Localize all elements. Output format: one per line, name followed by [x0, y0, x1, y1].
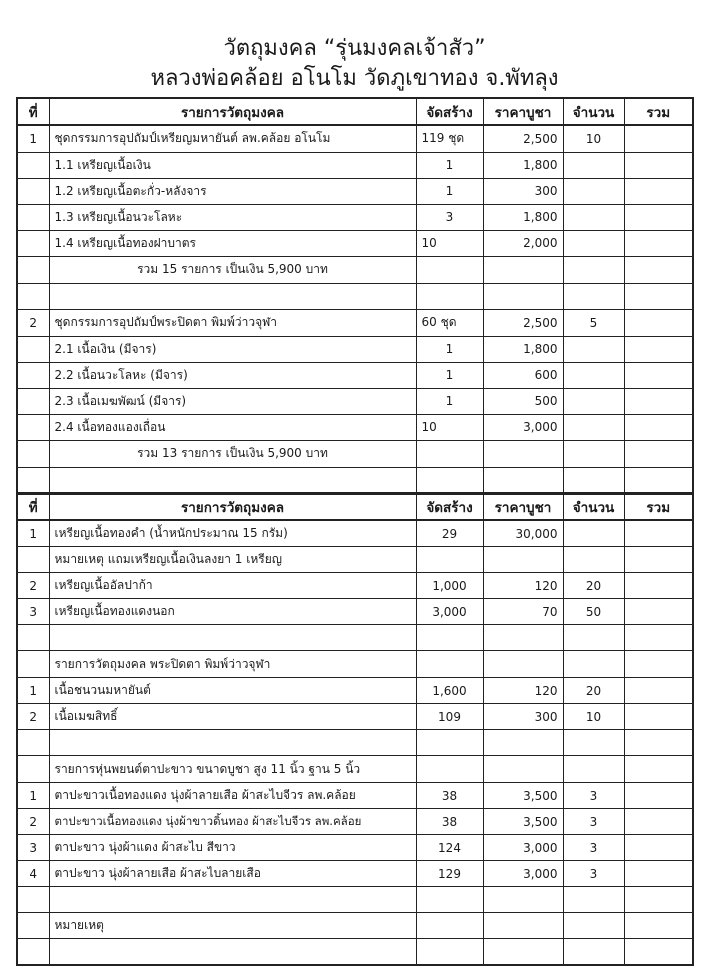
table-row: [17, 414, 693, 440]
row-total-cell[interactable]: [624, 256, 693, 283]
row-total-cell[interactable]: [624, 440, 693, 467]
row-item: เหรียญเนื้ออัลปาก้า: [49, 573, 416, 599]
row-price: [483, 913, 563, 939]
row-count-input[interactable]: 20: [563, 573, 624, 599]
blank-row: [17, 283, 693, 309]
row-price: [483, 283, 563, 309]
header-made: จัดสร้าง: [416, 98, 483, 125]
row-total-cell[interactable]: [624, 809, 693, 835]
row-count-input[interactable]: [563, 204, 624, 230]
row-made: [416, 547, 483, 573]
row-made: [416, 256, 483, 283]
row-made: [416, 887, 483, 913]
row-no: [17, 256, 49, 283]
row-no: [17, 336, 49, 362]
row-made: 60 ชุด: [416, 309, 483, 336]
row-made: 124: [416, 835, 483, 861]
table-header-row: [17, 98, 693, 125]
row-no: 1: [17, 783, 49, 809]
header-count: จำนวน: [563, 98, 624, 125]
row-made: 38: [416, 809, 483, 835]
row-price: [483, 939, 563, 966]
row-total-cell[interactable]: [624, 125, 693, 152]
row-item: เนื้อชนวนมหายันต์: [49, 678, 416, 704]
row-count-input[interactable]: [563, 388, 624, 414]
row-total-cell[interactable]: [624, 835, 693, 861]
row-total-cell[interactable]: [624, 573, 693, 599]
row-price: 70: [483, 599, 563, 625]
row-price: 300: [483, 178, 563, 204]
row-item: ชุดกรรมการอุปถัมป์เหรียญมหายันต์ ลพ.คล้อย อโนโม: [49, 125, 416, 152]
table-row: [17, 336, 693, 362]
row-price: 300: [483, 704, 563, 730]
table-row: [17, 573, 693, 599]
row-price: 1,800: [483, 204, 563, 230]
table-row: [17, 861, 693, 887]
row-item: [49, 939, 416, 966]
section-heading-row: [17, 756, 693, 783]
table-row: [17, 388, 693, 414]
row-total-cell[interactable]: [624, 913, 693, 939]
section-heading-pidta: รายการวัตถุมงคล พระปิดตา พิมพ์ว่าวจุฬา: [49, 651, 416, 678]
row-price: 120: [483, 678, 563, 704]
blank-row: [17, 467, 693, 494]
table-row: [17, 362, 693, 388]
header-total: รวม: [624, 493, 693, 520]
row-count-input[interactable]: [563, 362, 624, 388]
row-price: 3,500: [483, 809, 563, 835]
table-row: [17, 783, 693, 809]
row-made: [416, 651, 483, 678]
row-no: 1: [17, 678, 49, 704]
row-no: [17, 756, 49, 783]
row-total-cell[interactable]: [624, 861, 693, 887]
subtotal-row: [17, 440, 693, 467]
row-no: 1: [17, 520, 49, 547]
row-made: 3,000: [416, 599, 483, 625]
subtotal-text: รวม 15 รายการ เป็นเงิน 5,900 บาท: [49, 256, 416, 283]
row-count-input[interactable]: [563, 467, 624, 494]
row-no: 2: [17, 573, 49, 599]
row-item: 2.1 เนื้อเงิน (มีจาร): [49, 336, 416, 362]
row-made: [416, 756, 483, 783]
blank-row: [17, 939, 693, 966]
row-no: [17, 939, 49, 966]
row-no: [17, 730, 49, 756]
row-no: 3: [17, 835, 49, 861]
row-count-input[interactable]: 20: [563, 678, 624, 704]
row-item: เหรียญเนื้อทองแดงนอก: [49, 599, 416, 625]
row-made: [416, 467, 483, 494]
row-made: 38: [416, 783, 483, 809]
blank-row: [17, 625, 693, 651]
row-made: 119 ชุด: [416, 125, 483, 152]
row-no: [17, 388, 49, 414]
row-count-input[interactable]: 3: [563, 809, 624, 835]
row-made: 129: [416, 861, 483, 887]
row-count-input[interactable]: [563, 913, 624, 939]
row-count-input[interactable]: [563, 756, 624, 783]
header-no: ที่: [17, 98, 49, 125]
row-no: 2: [17, 704, 49, 730]
row-price: [483, 730, 563, 756]
row-no: [17, 913, 49, 939]
row-no: [17, 414, 49, 440]
row-made: 3: [416, 204, 483, 230]
row-made: 10: [416, 230, 483, 256]
row-total-cell[interactable]: [624, 625, 693, 651]
row-price: 600: [483, 362, 563, 388]
row-total-cell[interactable]: [624, 704, 693, 730]
note-row: [17, 913, 693, 939]
row-count-input[interactable]: [563, 939, 624, 966]
table-row: [17, 678, 693, 704]
document-subtitle: หลวงพ่อคล้อย อโนโม วัดภูเขาทอง จ.พัทลุง: [150, 66, 559, 91]
row-item: เนื้อเมฆสิทธิ์: [49, 704, 416, 730]
row-item: 2.3 เนื้อเมฆพัฒน์ (มีจาร): [49, 388, 416, 414]
row-made: 1,600: [416, 678, 483, 704]
note-label: หมายเหตุ: [49, 913, 416, 939]
row-made: 109: [416, 704, 483, 730]
section-heading-row: [17, 651, 693, 678]
row-total-cell[interactable]: [624, 152, 693, 178]
row-price: [483, 887, 563, 913]
row-made: 1: [416, 362, 483, 388]
row-no: 4: [17, 861, 49, 887]
table-row: [17, 704, 693, 730]
row-count-input[interactable]: 10: [563, 704, 624, 730]
row-total-cell[interactable]: [624, 756, 693, 783]
header-item: รายการวัตถุมงคล: [49, 98, 416, 125]
order-table-items: [16, 492, 694, 966]
row-total-cell[interactable]: [624, 283, 693, 309]
row-made: [416, 625, 483, 651]
row-price: [483, 440, 563, 467]
row-count-input[interactable]: 10: [563, 125, 624, 152]
document-title: วัตถุมงคล “รุ่นมงคลเจ้าสัว”: [223, 36, 486, 61]
row-item: [49, 467, 416, 494]
row-price: [483, 651, 563, 678]
row-price: [483, 625, 563, 651]
row-count-input[interactable]: 3: [563, 783, 624, 809]
row-made: [416, 939, 483, 966]
row-item: เหรียญเนื้อทองคำ (น้ำหนักประมาณ 15 กรัม): [49, 520, 416, 547]
row-total-cell[interactable]: [624, 783, 693, 809]
row-item: 2.2 เนื้อนวะโลหะ (มีจาร): [49, 362, 416, 388]
row-total-cell[interactable]: [624, 362, 693, 388]
row-price: 3,000: [483, 861, 563, 887]
row-count-input[interactable]: [563, 414, 624, 440]
row-no: [17, 178, 49, 204]
section-heading-statue: รายการหุ่นพยนต์ตาปะขาว ขนาดบูชา สูง 11 นิ้ว ฐาน 5 นิ้ว: [49, 756, 416, 783]
row-total-cell[interactable]: [624, 388, 693, 414]
table-row: [17, 204, 693, 230]
row-price: 3,000: [483, 835, 563, 861]
subtotal-row: [17, 256, 693, 283]
row-price: 120: [483, 573, 563, 599]
row-total-cell[interactable]: [624, 651, 693, 678]
row-count-input[interactable]: [563, 283, 624, 309]
subtotal-text: รวม 13 รายการ เป็นเงิน 5,900 บาท: [49, 440, 416, 467]
table-row: [17, 152, 693, 178]
table-row: [17, 309, 693, 336]
blank-row: [17, 730, 693, 756]
row-made: 1,000: [416, 573, 483, 599]
row-item: [49, 730, 416, 756]
row-made: 1: [416, 388, 483, 414]
row-no: [17, 152, 49, 178]
row-no: 2: [17, 809, 49, 835]
row-price: [483, 467, 563, 494]
row-total-cell[interactable]: [624, 230, 693, 256]
row-made: [416, 730, 483, 756]
row-count-input[interactable]: [563, 440, 624, 467]
row-count-input[interactable]: 3: [563, 835, 624, 861]
row-total-cell[interactable]: [624, 467, 693, 494]
row-total-cell[interactable]: [624, 204, 693, 230]
note-row: [17, 547, 693, 573]
row-made: 1: [416, 178, 483, 204]
row-count-input[interactable]: 5: [563, 309, 624, 336]
row-price: 3,500: [483, 783, 563, 809]
row-made: [416, 913, 483, 939]
row-no: [17, 362, 49, 388]
row-no: [17, 547, 49, 573]
row-price: [483, 547, 563, 573]
row-no: [17, 204, 49, 230]
row-total-cell[interactable]: [624, 309, 693, 336]
row-item: [49, 283, 416, 309]
row-total-cell[interactable]: [624, 178, 693, 204]
header-made: จัดสร้าง: [416, 493, 483, 520]
table-row: [17, 125, 693, 152]
row-count-input[interactable]: [563, 520, 624, 547]
row-made: 10: [416, 414, 483, 440]
row-note: หมายเหตุ แถมเหรียญเนื้อเงินลงยา 1 เหรียญ: [49, 547, 416, 573]
row-no: [17, 467, 49, 494]
row-no: 1: [17, 125, 49, 152]
row-price: 30,000: [483, 520, 563, 547]
row-no: 3: [17, 599, 49, 625]
row-item: [49, 887, 416, 913]
row-count-input[interactable]: [563, 547, 624, 573]
header-price: ราคาบูชา: [483, 98, 563, 125]
row-count-input[interactable]: 50: [563, 599, 624, 625]
row-total-cell[interactable]: [624, 520, 693, 547]
row-no: [17, 230, 49, 256]
header-no: ที่: [17, 493, 49, 520]
row-no: [17, 625, 49, 651]
row-made: [416, 440, 483, 467]
row-total-cell[interactable]: [624, 547, 693, 573]
row-item: 1.4 เหรียญเนื้อทองฝาบาตร: [49, 230, 416, 256]
row-count-input[interactable]: [563, 178, 624, 204]
row-no: [17, 651, 49, 678]
row-price: [483, 756, 563, 783]
row-count-input[interactable]: [563, 336, 624, 362]
table-header-row: [17, 493, 693, 520]
row-price: 1,800: [483, 152, 563, 178]
row-count-input[interactable]: [563, 256, 624, 283]
row-price: 1,800: [483, 336, 563, 362]
table-row: [17, 599, 693, 625]
row-price: 500: [483, 388, 563, 414]
row-item: 1.2 เหรียญเนื้อตะกั่ว-หลังจาร: [49, 178, 416, 204]
row-count-input[interactable]: [563, 152, 624, 178]
row-no: [17, 440, 49, 467]
row-count-input[interactable]: 3: [563, 861, 624, 887]
table-row: [17, 809, 693, 835]
row-price: 2,000: [483, 230, 563, 256]
header-total: รวม: [624, 98, 693, 125]
row-made: 1: [416, 152, 483, 178]
row-price: 2,500: [483, 309, 563, 336]
row-total-cell[interactable]: [624, 887, 693, 913]
row-no: 2: [17, 309, 49, 336]
row-total-cell[interactable]: [624, 414, 693, 440]
table-row: [17, 835, 693, 861]
header-item: รายการวัตถุมงคล: [49, 493, 416, 520]
table-row: [17, 230, 693, 256]
table-row: [17, 178, 693, 204]
row-no: [17, 283, 49, 309]
row-item: 1.1 เหรียญเนื้อเงิน: [49, 152, 416, 178]
row-count-input[interactable]: [563, 230, 624, 256]
row-price: 2,500: [483, 125, 563, 152]
header-count: จำนวน: [563, 493, 624, 520]
row-item: ตาปะขาวเนื้อทองแดง นุ่งผ้าขาวดิ้นทอง ผ้าสะไบจีวร ลพ.คล้อย: [49, 809, 416, 835]
row-count-input[interactable]: [563, 887, 624, 913]
row-total-cell[interactable]: [624, 599, 693, 625]
row-made: [416, 283, 483, 309]
row-no: [17, 887, 49, 913]
row-price: [483, 256, 563, 283]
row-item: ตาปะขาว นุ่งผ้าแดง ผ้าสะไบ สีขาว: [49, 835, 416, 861]
row-total-cell[interactable]: [624, 336, 693, 362]
row-count-input[interactable]: [563, 730, 624, 756]
row-total-cell[interactable]: [624, 678, 693, 704]
row-item: [49, 625, 416, 651]
row-made: 1: [416, 336, 483, 362]
table-row: [17, 520, 693, 547]
row-item: ชุดกรรมการอุปถัมป์พระปิดตา พิมพ์ว่าวจุฬา: [49, 309, 416, 336]
row-total-cell[interactable]: [624, 730, 693, 756]
row-count-input[interactable]: [563, 625, 624, 651]
row-item: 2.4 เนื้อทองแองเถื่อน: [49, 414, 416, 440]
header-price: ราคาบูชา: [483, 493, 563, 520]
row-made: 29: [416, 520, 483, 547]
order-table-sets: [16, 97, 694, 495]
row-item: ตาปะขาว นุ่งผ้าลายเสือ ผ้าสะไบลายเสือ: [49, 861, 416, 887]
blank-row: [17, 887, 693, 913]
row-item: 1.3 เหรียญเนื้อนวะโลหะ: [49, 204, 416, 230]
row-item: ตาปะขาวเนื้อทองแดง นุ่งผ้าลายเสือ ผ้าสะไบจีวร ลพ.คล้อย: [49, 783, 416, 809]
row-price: 3,000: [483, 414, 563, 440]
row-total-cell[interactable]: [624, 939, 693, 966]
row-count-input[interactable]: [563, 651, 624, 678]
